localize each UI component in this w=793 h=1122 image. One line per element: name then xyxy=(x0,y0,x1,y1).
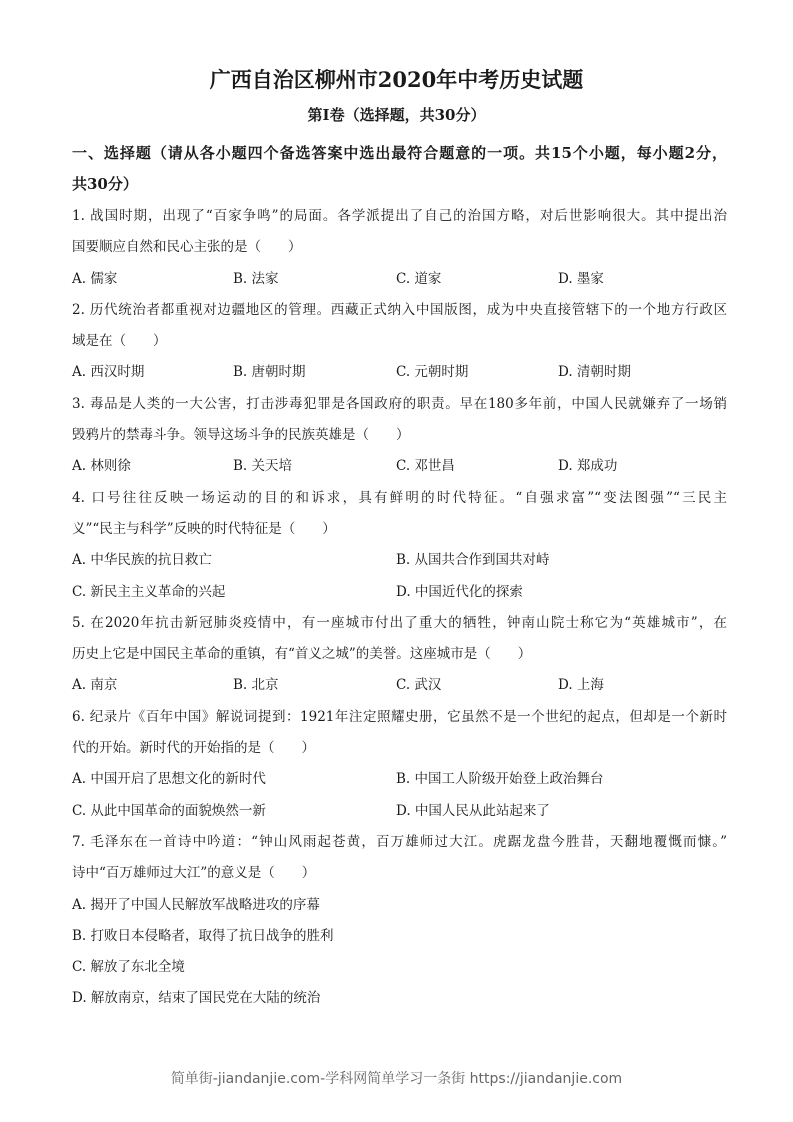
page-title: 广西自治区柳州市2020年中考历史试题 xyxy=(209,67,584,92)
section-heading-line: 一、选择题（请从各小题四个备选答案中选出最符合题意的一项。共15个小题，每小题2分， xyxy=(72,144,727,162)
answer-option: C. 武汉 xyxy=(396,677,442,694)
question-stem-line: 诗中“百万雄师过大江”的意义是（ ） xyxy=(72,865,316,882)
question-stem-line: 义”“民主与科学”反映的时代特征是（ ） xyxy=(72,520,336,537)
options-row xyxy=(72,670,727,701)
answer-option: C. 道家 xyxy=(396,270,442,287)
section-heading xyxy=(72,138,727,201)
answer-option: A. 儒家 xyxy=(72,270,118,287)
question-item xyxy=(72,295,727,389)
answer-option: D. 解放南京，结束了国民党在大陆的统治 xyxy=(72,990,321,1007)
question-stem-line: 2. 历代统治者都重视对边疆地区的管理。西藏正式纳入中国版图，成为中央直接管辖下的一个地方行政区 xyxy=(72,301,727,318)
answer-option: B. 中国工人阶级开始登上政治舞台 xyxy=(396,771,604,788)
question-stem-line: 代的开始。新时代的开始指的是（ ） xyxy=(72,740,315,757)
question-stem-line: 5. 在2020年抗击新冠肺炎疫情中，有一座城市付出了重大的牺牲，钟南山院士称它为“英雄城市”，在 xyxy=(72,614,727,631)
question-stem-line: 国要顺应自然和民心主张的是（ ） xyxy=(72,239,302,256)
part-heading: 第Ⅰ卷（选择题，共30分） xyxy=(307,106,486,124)
answer-option: A. 揭开了中国人民解放军战略进攻的序幕 xyxy=(72,896,320,913)
question-item xyxy=(72,483,727,608)
question-stem-line: 3. 毒品是人类的一大公害，打击涉毒犯罪是各国政府的职责。早在180多年前，中国人民就嫌弃了一场销 xyxy=(72,395,727,412)
answer-option: D. 郑成功 xyxy=(558,458,618,475)
answer-option: B. 法家 xyxy=(233,270,279,287)
answer-option: B. 北京 xyxy=(233,677,279,694)
answer-option: B. 关天培 xyxy=(233,458,293,475)
options-row xyxy=(72,890,727,921)
answer-option: C. 元朝时期 xyxy=(396,364,469,381)
options-row xyxy=(72,264,727,295)
answer-option: B. 打败日本侵略者，取得了抗日战争的胜利 xyxy=(72,927,334,944)
answer-option: B. 从国共合作到国共对峙 xyxy=(396,552,550,569)
options-row xyxy=(72,952,727,983)
answer-option: A. 中国开启了思想文化的新时代 xyxy=(72,771,266,788)
answer-option: C. 解放了东北全境 xyxy=(72,959,185,976)
answer-option: A. 南京 xyxy=(72,677,118,694)
question-item xyxy=(72,389,727,483)
answer-option: C. 邓世昌 xyxy=(396,458,455,475)
question-stem-line: 域是在（ ） xyxy=(72,333,167,350)
question-stem-line: 4. 口号往往反映一场运动的目的和诉求，具有鲜明的时代特征。“自强求富”“变法图强”“三民主 xyxy=(72,489,727,506)
question-stem-line: 6. 纪录片《百年中国》解说词提到：1921年注定照耀史册，它虽然不是一个世纪的起点，但却是一个新时 xyxy=(72,708,727,725)
answer-option: D. 中国人民从此站起来了 xyxy=(396,802,550,819)
options-row xyxy=(72,921,727,952)
answer-option: D. 上海 xyxy=(558,677,604,694)
options-row xyxy=(72,357,727,388)
question-item xyxy=(72,702,727,827)
options-row xyxy=(72,796,727,827)
options-row xyxy=(72,451,727,482)
answer-option: C. 新民主主义革命的兴起 xyxy=(72,583,226,600)
question-stem-line: 7. 毛泽东在一首诗中吟道：“钟山风雨起苍黄，百万雄师过大江。虎踞龙盘今胜昔，天翻地覆慨而慷。” xyxy=(72,833,727,850)
answer-option: D. 清朝时期 xyxy=(558,364,631,381)
answer-option: A. 林则徐 xyxy=(72,458,131,475)
answer-option: A. 中华民族的抗日救亡 xyxy=(72,552,212,569)
question-list xyxy=(72,201,727,1015)
footer-watermark: 简单街-jiandanjie.com-学科网简单学习一条街 https://jiandanjie.com xyxy=(170,1071,623,1087)
options-row xyxy=(72,545,727,576)
answer-option: D. 墨家 xyxy=(558,270,604,287)
question-item xyxy=(72,608,727,702)
question-stem-line: 1. 战国时期，出现了“百家争鸣”的局面。各学派提出了自己的治国方略，对后世影响很大。其中提出治 xyxy=(72,208,727,224)
section-heading-line: 共30分） xyxy=(72,175,138,194)
options-row xyxy=(72,983,727,1014)
question-stem-line: 毁鸦片的禁毒斗争。领导这场斗争的民族英雄是（ ） xyxy=(72,427,410,444)
question-item xyxy=(72,827,727,1015)
options-row xyxy=(72,577,727,608)
question-stem-line: 历史上它是中国民主革命的重镇，有“首义之城”的美誉。这座城市是（ ） xyxy=(72,646,532,663)
answer-option: B. 唐朝时期 xyxy=(233,364,306,381)
question-item xyxy=(72,201,727,295)
answer-option: A. 西汉时期 xyxy=(72,364,145,381)
answer-option: C. 从此中国革命的面貌焕然一新 xyxy=(72,802,266,819)
options-row xyxy=(72,764,727,795)
answer-option: D. 中国近代化的探索 xyxy=(396,583,523,600)
